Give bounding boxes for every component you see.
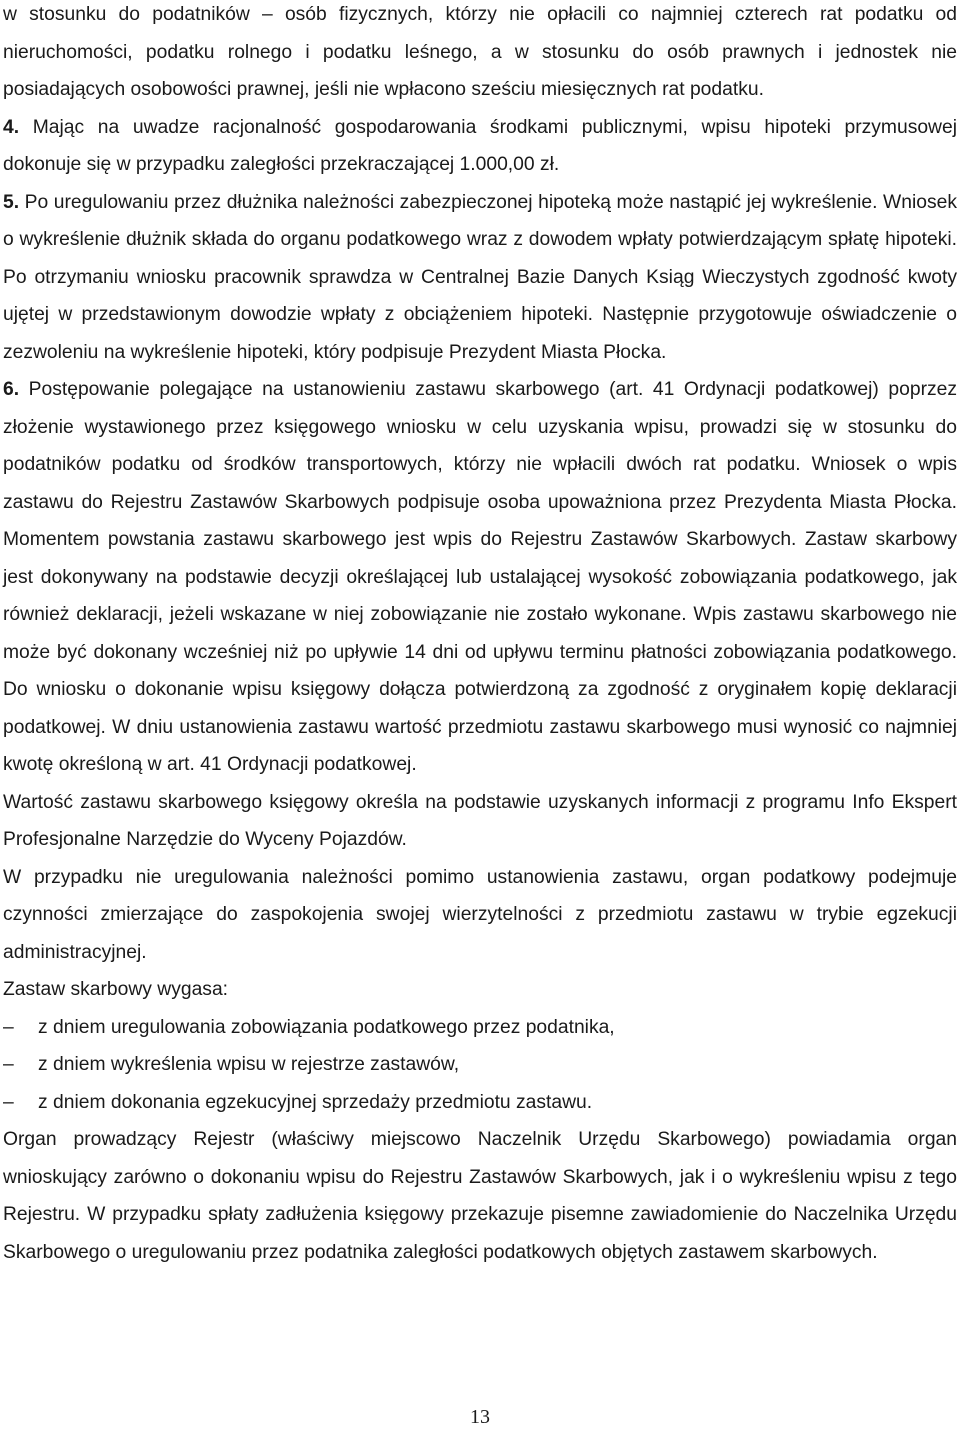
paragraph-6 [3, 371, 957, 784]
page-number: 13 [470, 1406, 490, 1428]
paragraph-pledge-value [3, 784, 957, 859]
paragraph-continuation [3, 0, 957, 109]
body-text [3, 0, 957, 1271]
expiry-intro: Zastaw skarbowy wygasa: [3, 979, 229, 1000]
dash-bullet: – [3, 1016, 14, 1038]
paragraph-text: w stosunku do podatników – osób fizycznych, którzy nie opłacili co najmniej czterech rat podatku od nieruchomości, podatku rolnego i podatku leśnego, a w stosunku do osób prawnych i jednostek nie posiadających osobowości prawnej, jeśli nie wpłacono sześciu miesięcznych rat podatku. [3, 4, 957, 100]
list-item [3, 1046, 957, 1084]
paragraph-text: Wartość zastawu skarbowego księgowy określa na podstawie uzyskanych informacji z programu Info Ekspert Profesjonalne Narzędzie do Wyceny Pojazdów. [3, 791, 957, 850]
paragraph-non-payment [3, 859, 957, 972]
dash-bullet: – [3, 1091, 14, 1113]
list-item [3, 1084, 957, 1122]
list-item-text: z dniem wykreślenia wpisu w rejestrze zastawów, [38, 1054, 460, 1075]
paragraph-text: Mając na uwadze racjonalność gospodarowania środkami publicznymi, wpisu hipoteki przymusowej dokonuje się w przypadku zaległości przekraczającej 1.000,00 zł. [3, 116, 957, 175]
paragraph-text: Po uregulowaniu przez dłużnika należności zabezpieczonej hipoteką może nastąpić jej wykreślenie. Wniosek o wykreślenie dłużnik składa do organu podatkowego wraz z dowodem wpłaty potwierdzającym spłatę hipoteki. Po otrzymaniu wniosku pracownik sprawdza w Centralnej Bazie Danych Ksiąg Wieczystych zgodność kwoty ujętej w przedstawionym dowodzie wpłaty z obciążeniem hipoteki. Następnie przygotowuje oświadczenie o zezwoleniu na wykreślenie hipoteki, który podpisuje Prezydent Miasta Płocka. [3, 191, 957, 363]
list-item [3, 1009, 957, 1047]
dash-bullet: – [3, 1054, 14, 1075]
expiry-list [3, 1009, 957, 1122]
paragraph-text: Postępowanie polegające na ustanowieniu zastawu skarbowego (art. 41 Ordynacji podatkowej) poprzez złożenie wystawionego przez księgowego wniosku w celu uzyskania wpisu, prowadzi się w stosunku do podatników podatku od środków transportowych, którzy nie wpłacili dwóch rat podatku. Wniosek o wpis zastawu do Rejestru Zastawów Skarbowych podpisuje osoba upoważniona przez Prezydenta Miasta Płocka. Momentem powstania zastawu skarbowego jest wpis do Rejestru Zastawów Skarbowych. Zastaw skarbowy jest dokonywany na podstawie decyzji określającej lub ustalającej wysokość zobowiązania podatkowego, jak również deklaracji, jeżeli wskazane w niej zobowiązanie nie zostało wykonane. Wpis zastawu skarbowego nie może być dokonany wcześniej niż po upływie 14 dni od upływu terminu płatności zobowiązania podatkowego. Do wniosku o dokonanie wpisu księgowy dołącza potwierdzoną za zgodność z oryginałem kopię deklaracji podatkowej. W dniu ustanowienia zastawu wartość przedmiotu zastawu skarbowego musi wynosić co najmniej kwotę określoną w art. 41 Ordynacji podatkowej. [3, 379, 957, 775]
paragraph-number: 6. [3, 379, 20, 400]
paragraph-5 [3, 184, 957, 372]
paragraph-4 [3, 109, 957, 184]
paragraph-text: W przypadku nie uregulowania należności pomimo ustanowienia zastawu, organ podatkowy podejmuje czynności zmierzające do zaspokojenia swojej wierzytelności z przedmiotu zastawu w trybie egzekucji administracyjnej. [3, 866, 957, 963]
list-item-text: z dniem uregulowania zobowiązania podatkowego przez podatnika, [38, 1016, 615, 1038]
paragraph-number: 4. [3, 116, 20, 138]
paragraph-number: 5. [3, 191, 20, 213]
list-item-text: z dniem dokonania egzekucyjnej sprzedaży przedmiotu zastawu. [38, 1091, 593, 1113]
paragraph-text: Organ prowadzący Rejestr (właściwy miejscowo Naczelnik Urzędu Skarbowego) powiadamia organ wnioskujący zarówno o dokonaniu wpisu do Rejestru Zastawów Skarbowych, jak i o wykreśleniu wpisu z tego Rejestru. W przypadku spłaty zadłużenia księgowy przekazuje pisemne zawiadomienie do Naczelnika Urzędu Skarbowego o uregulowaniu przez podatnika zaległości podatkowych objętych zastawem skarbowych. [3, 1129, 957, 1263]
paragraph-closing [3, 1121, 957, 1271]
